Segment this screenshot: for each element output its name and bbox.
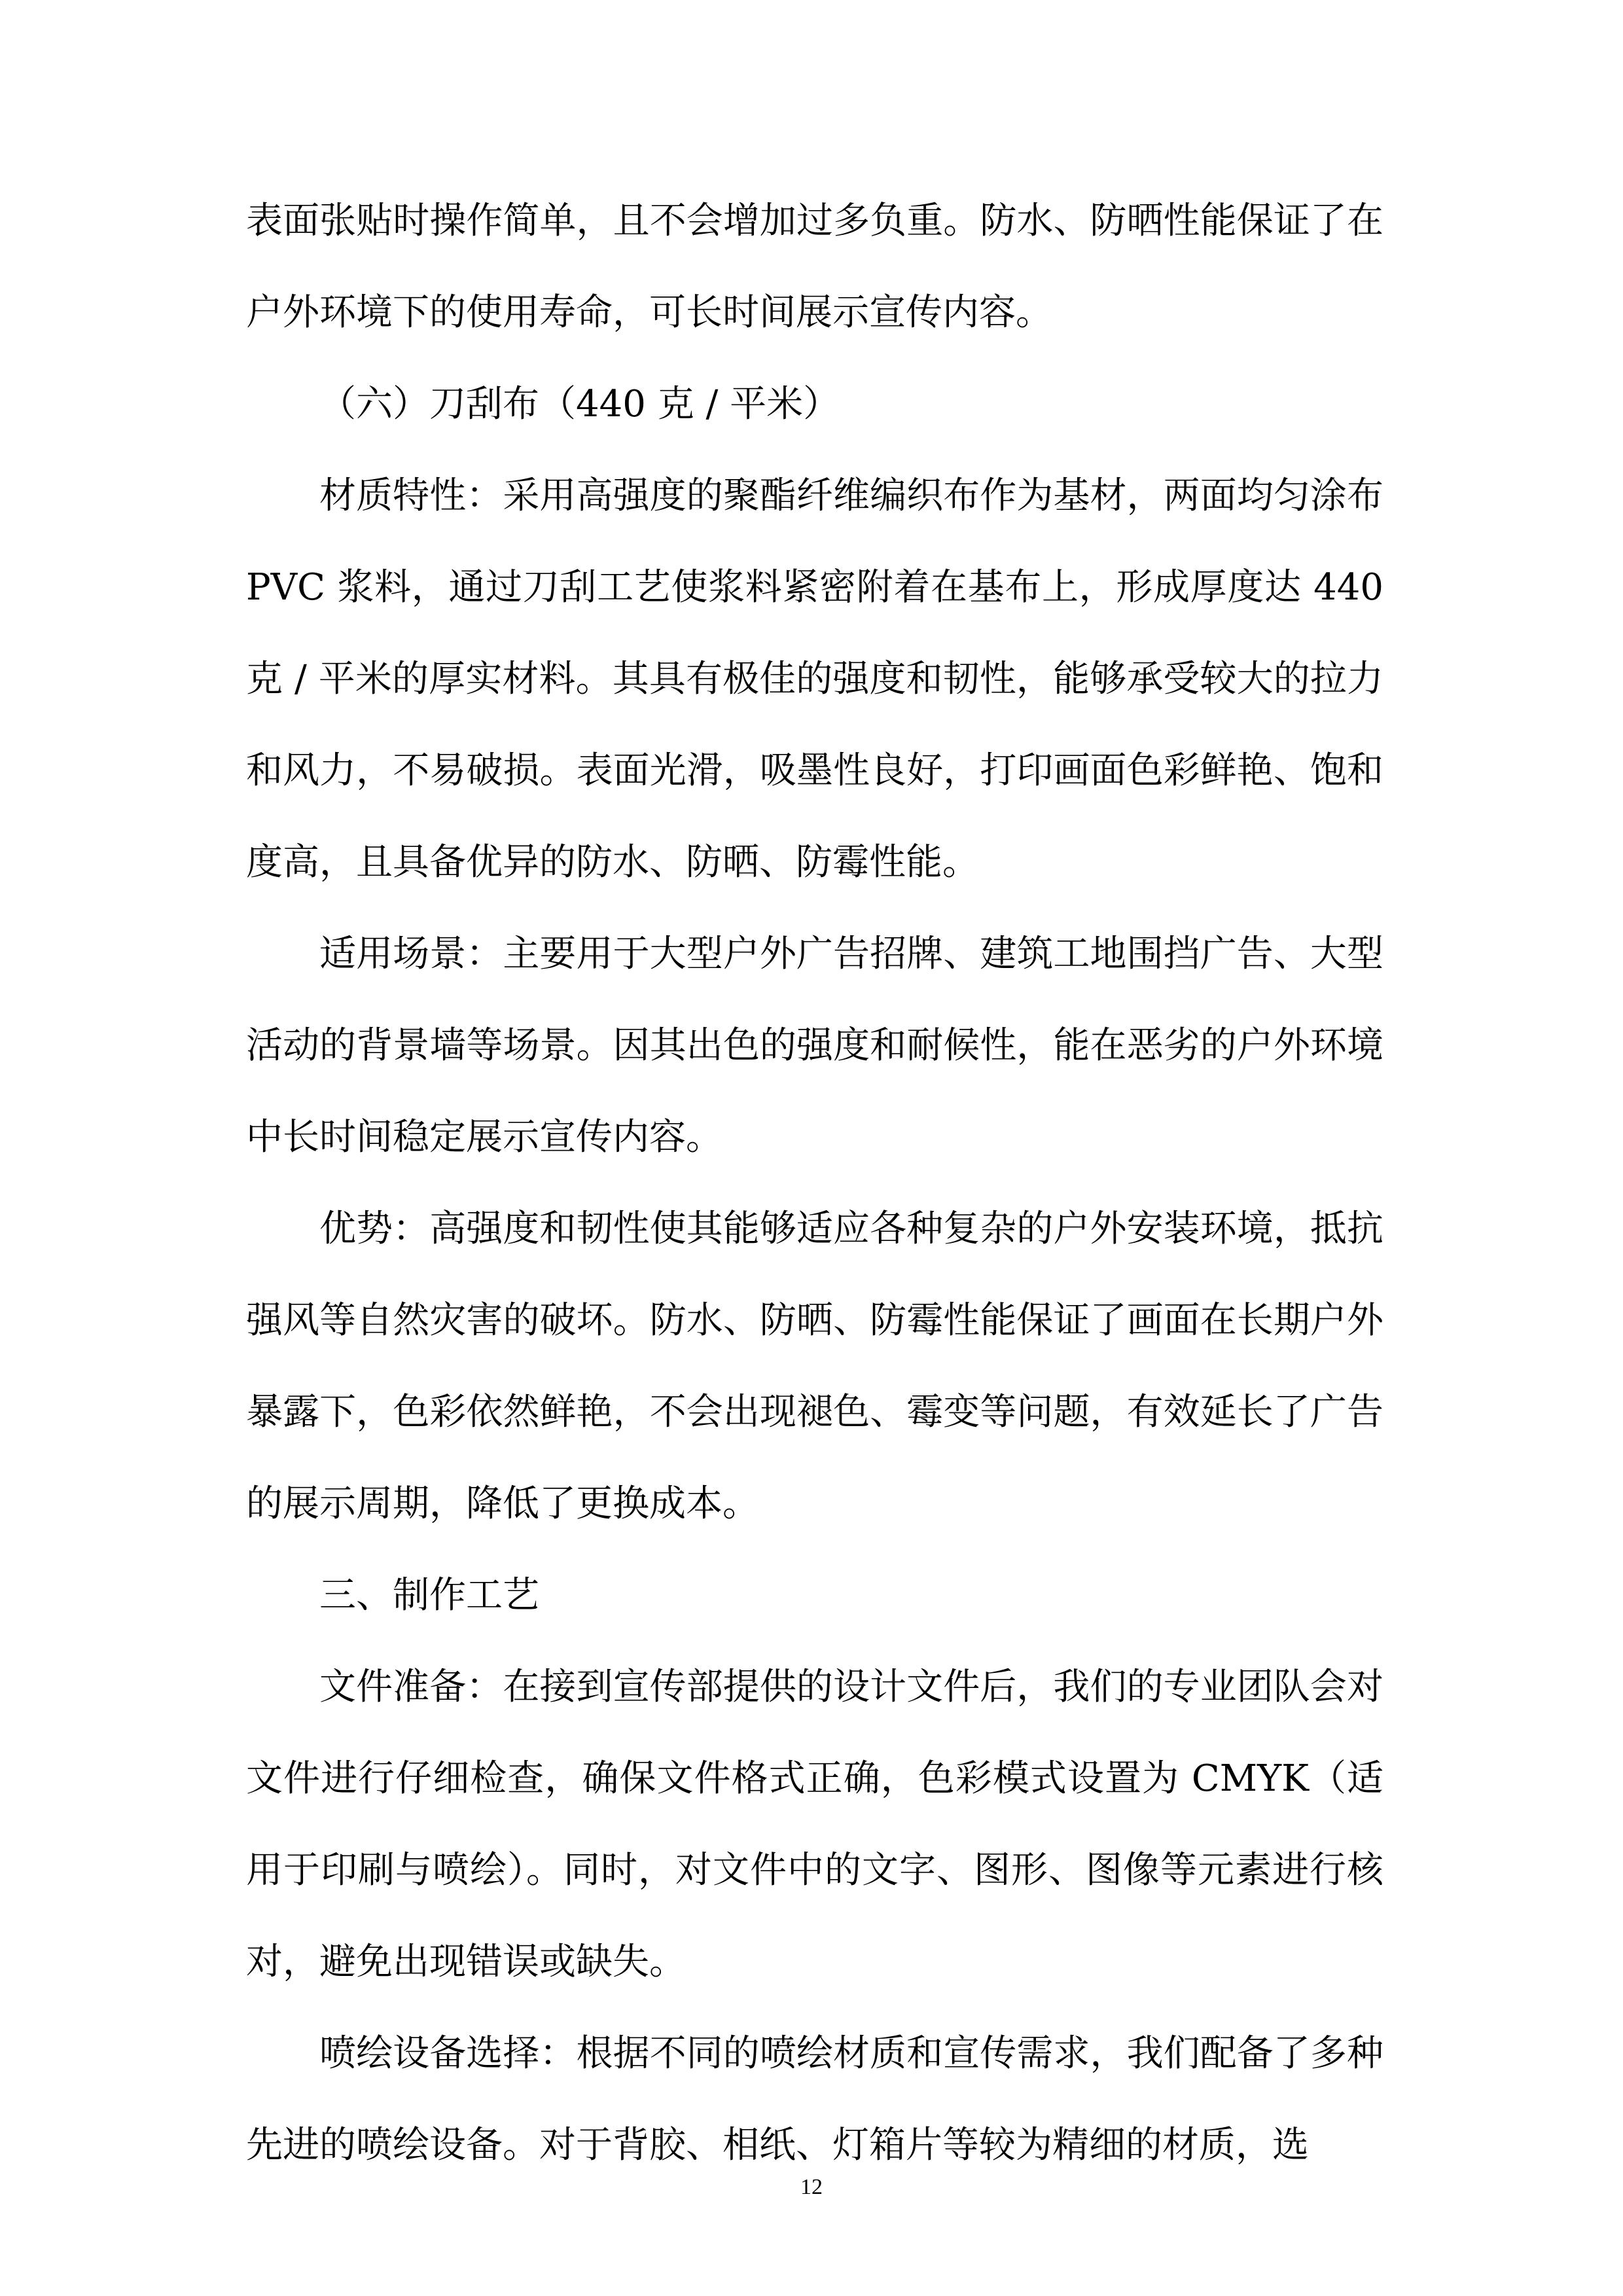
section-heading-production-process: 三、制作工艺: [319, 1574, 539, 1617]
paragraph-file-preparation: 文件准备：在接到宣传部提供的设计文件后，我们的专业团队会对文件进行仔细检查，确保文件格式正确，色彩模式设置为 CMYK（适用于印刷与喷绘）。同时，对文件中的文字、图形、图像等元素进行核对，避免出现错误或缺失。: [246, 1666, 1383, 1983]
body-text: [246, 175, 1383, 2191]
section-heading-knife-coated-cloth: （六）刀刮布（440 克 / 平米）: [319, 383, 840, 425]
page-number: 12: [800, 2175, 823, 2199]
paragraph-applicable-scenarios: 适用场景：主要用于大型户外广告招牌、建筑工地围挡广告、大型活动的背景墙等场景。因其出色的强度和耐候性，能在恶劣的户外环境中长时间稳定展示宣传内容。: [246, 933, 1383, 1158]
paragraph-advantages: 优势：高强度和韧性使其能够适应各种复杂的户外安装环境，抵抗强风等自然灾害的破坏。防水、防晒、防霉性能保证了画面在长期户外暴露下，色彩依然鲜艳，不会出现褪色、霉变等问题，有效延长了广告的展示周期，降低了更换成本。: [246, 1208, 1383, 1525]
paragraph-material-properties: 材质特性：采用高强度的聚酯纤维编织布作为基材，两面均匀涂布 PVC 浆料，通过刀刮工艺使浆料紧密附着在基布上，形成厚度达 440 克 / 平米的厚实材料。其具有极佳的强度和韧性，能够承受较大的拉力和风力，不易破损。表面光滑，吸墨性良好，打印画面色彩鲜艳、饱和度高，且具备优异的防水、防晒、防霉性能。: [246, 475, 1383, 884]
paragraph-equipment-selection: 喷绘设备选择：根据不同的喷绘材质和宣传需求，我们配备了多种先进的喷绘设备。对于背胶、相纸、灯箱片等较为精细的材质，选: [246, 2032, 1383, 2166]
paragraph-continuation: 表面张贴时操作简单，且不会增加过多负重。防水、防晒性能保证了在户外环境下的使用寿命，可长时间展示宣传内容。: [246, 200, 1383, 334]
